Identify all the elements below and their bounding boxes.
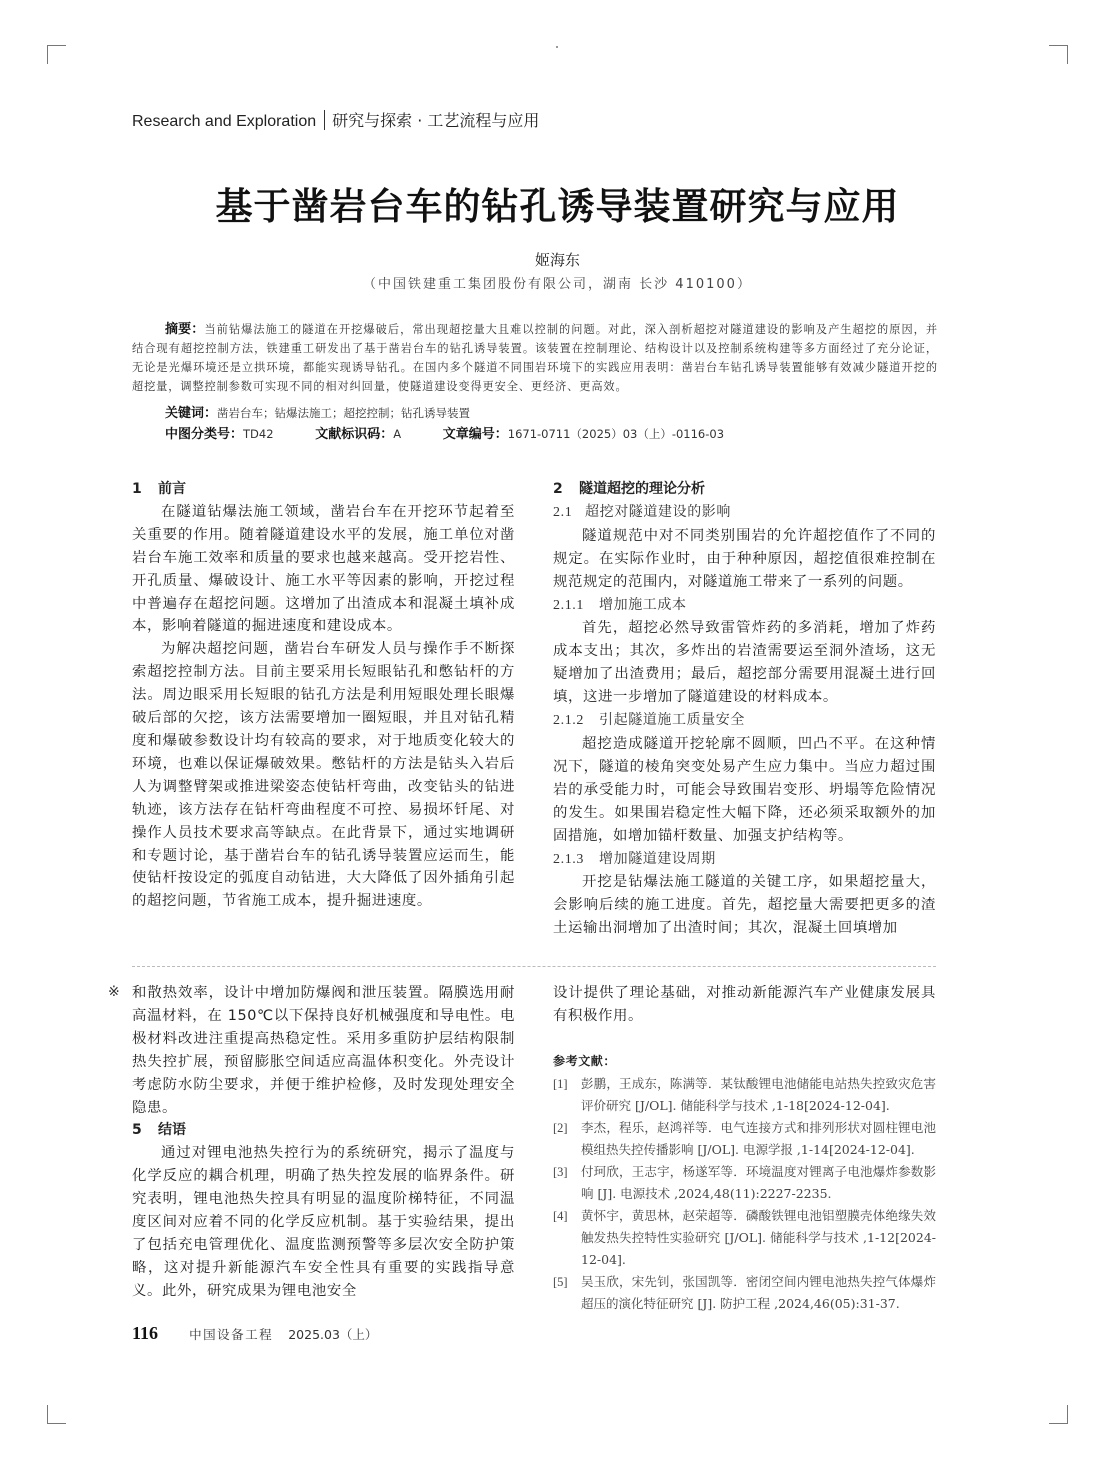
doc-code-label: 文献标识码： xyxy=(315,427,394,442)
section-title: 前言 xyxy=(158,481,186,497)
reference-text: 付珂欣，王志宇，杨遂军等．环境温度对锂离子电池爆炸参数影响 [J]. 电源技术 ,2024,48(11):2227-2235. xyxy=(581,1163,936,1201)
abstract-label: 摘要： xyxy=(165,322,205,337)
section-1-heading xyxy=(132,478,515,501)
paragraph: 在隧道钻爆法施工领域，凿岩台车在开挖环节起着至关重要的作用。随着隧道建设水平的发展，施工单位对凿岩台车施工效率和质量的要求也越来越高。受开挖岩性、开孔质量、爆破设计、施工水平等因素的影响，开挖过程中普遍存在超挖问题。这增加了出渣成本和混凝土填补成本，影响着隧道的掘进速度和建设成本。 xyxy=(132,503,515,635)
subsection-title: 增加施工成本 xyxy=(599,596,687,613)
keywords xyxy=(165,402,470,421)
crop-mark-bottom-left xyxy=(47,1405,66,1424)
paragraph: 开挖是钻爆法施工隧道的关键工序，如果超挖量大，会影响后续的施工进度。首先，超挖量大需要把更多的渣土运输出洞增加了出渣时间；其次，混凝土回填增加 xyxy=(553,874,936,937)
keywords-text: 凿岩台车；钻爆法施工；超挖控制；钻孔诱导装置 xyxy=(217,406,471,420)
crop-mark-top-left xyxy=(47,45,66,64)
running-head-english: Research and Exploration xyxy=(132,113,317,130)
right-column-bottom xyxy=(553,982,936,1315)
subsection-2-1-2-heading xyxy=(553,709,936,733)
clc-value: TD42 xyxy=(243,427,274,441)
subsection-number: 2.1.1 xyxy=(553,597,584,613)
reference-mark-icon: ※ xyxy=(108,984,120,1000)
reference-text: 吴玉欣，宋先钊，张国凯等．密闭空间内锂电池热失控气体爆炸超压的演化特征研究 [J]. 防护工程 ,2024,46(05):31-37. xyxy=(581,1273,936,1311)
running-head xyxy=(132,108,539,131)
section-title: 结语 xyxy=(158,1122,186,1139)
subsection-title: 超挖对隧道建设的影响 xyxy=(585,503,731,520)
clc-label: 中图分类号： xyxy=(165,427,244,442)
left-column-bottom xyxy=(132,982,515,1303)
section-title: 隧道超挖的理论分析 xyxy=(579,481,705,497)
reference-number: [2] xyxy=(553,1120,568,1135)
author: 姬海东 xyxy=(534,251,580,269)
doc-code-value: A xyxy=(393,427,402,441)
subsection-title: 引起隧道施工质量安全 xyxy=(599,712,745,729)
article-no-value: 1671-0711（2025）03（上）-0116-03 xyxy=(507,427,725,441)
reference-item xyxy=(553,1117,936,1161)
subsection-number: 2.1 xyxy=(553,504,573,520)
subsection-2-1-heading xyxy=(553,501,936,525)
section-number: 5 xyxy=(132,1122,142,1139)
reference-number: [1] xyxy=(553,1076,568,1091)
paragraph: 设计提供了理论基础，对推动新能源汽车产业健康发展具有积极作用。 xyxy=(553,985,936,1024)
paragraph: 和散热效率，设计中增加防爆阀和泄压装置。隔膜选用耐高温材料，在 150℃以下保持良好机械强度和导电性。电极材料改进注重提高热稳定性。采用多重防护层结构限制热失控扩展，预留膨胀空间适应高温体积变化。外壳设计考虑防水防尘要求，并便于维护检修，及时发现处理安全隐患。 xyxy=(132,985,515,1116)
clc-code xyxy=(165,423,274,442)
references-heading: 参考文献： xyxy=(553,1053,617,1068)
reference-text: 李杰，程乐，赵鸿祥等．电气连接方式和排列形状对圆柱锂电池模组热失控传播影响 [J/OL]. 电源学报 ,1-14[2024-12-04]. xyxy=(581,1119,936,1157)
abstract-text: 当前钻爆法施工的隧道在开挖爆破后，常出现超挖量大且难以控制的问题。对此，深入剖析超挖对隧道建设的影响及产生超挖的原因，并结合现有超挖控制方法，铁建重工研发出了基于凿岩台车的钻孔诱导装置。该装置在控制理论、结构设计以及控制系统构建等多方面经过了充分论证，无论是光爆环境还是立拱环境，都能实现诱导钻孔。在国内多个隧道不同围岩环境下的实践应用表明：凿岩台车钻孔诱导装置能够有效减少隧道开挖的超挖量，调整控制参数可实现不同的相对纠回量，使隧道建设变得更安全、更经济、更高效。 xyxy=(132,323,938,393)
page-footer xyxy=(132,1323,377,1344)
reference-item xyxy=(553,1271,936,1315)
reference-item xyxy=(553,1073,936,1117)
subsection-title: 增加隧道建设周期 xyxy=(599,850,716,867)
paragraph: 超挖造成隧道开挖轮廓不圆顺，凹凸不平。在这种情况下，隧道的棱角突变处易产生应力集中。当应力超过围岩的承受能力时，可能会导致围岩变形、坍塌等危险情况的发生。如果围岩稳定性大幅下降，还必须采取额外的加固措施，如增加锚杆数量、加强支护结构等。 xyxy=(553,735,936,844)
classification-line xyxy=(165,423,762,442)
reference-number: [4] xyxy=(553,1208,568,1223)
left-column-top xyxy=(132,478,515,913)
journal-name: 中国设备工程 xyxy=(189,1327,274,1342)
article-no-label: 文章编号： xyxy=(442,427,508,442)
keywords-label: 关键词： xyxy=(165,406,218,421)
reference-item xyxy=(553,1205,936,1271)
crop-mark-bottom-right xyxy=(1049,1405,1068,1424)
running-head-chinese: 研究与探索 · 工艺流程与应用 xyxy=(332,111,540,130)
reference-number: [3] xyxy=(553,1164,568,1179)
affiliation: （中国铁建重工集团股份有限公司，湖南 长沙 410100） xyxy=(363,277,752,292)
subsection-2-1-3-heading xyxy=(553,848,936,872)
crop-mark-top-right xyxy=(1049,45,1068,64)
section-2-heading xyxy=(553,478,936,501)
article-number xyxy=(443,423,724,442)
paragraph: 通过对锂电池热失控行为的系统研究，揭示了温度与化学反应的耦合机理，明确了热失控发展的临界条件。研究表明，锂电池热失控具有明显的温度阶梯特征，不同温度区间对应着不同的化学反应机制。基于实验结果，提出了包括充电管理优化、温度监测预警等多层次安全防护策略，这对提升新能源汽车安全性具有重要的实践指导意义。此外，研究成果为锂电池安全 xyxy=(132,1145,515,1299)
reference-number: [5] xyxy=(553,1274,568,1289)
section-number: 2 xyxy=(553,481,563,497)
subsection-2-1-1-heading xyxy=(553,594,936,618)
reference-item xyxy=(553,1161,936,1205)
dashed-divider xyxy=(132,966,936,967)
paragraph: 隧道规范中对不同类别围岩的允许超挖值作了不同的规定。在实际作业时，由于种种原因，超挖值很难控制在规范规定的范围内，对隧道施工带来了一系列的问题。 xyxy=(553,527,936,590)
document-code xyxy=(315,423,401,442)
paragraph: 首先，超挖必然导致雷管炸药的多消耗，增加了炸药成本支出；其次，多炸出的岩渣需要运至洞外渣场，这无疑增加了出渣费用；最后，超挖部分需要用混凝土进行回填，这进一步增加了隧道建设的材料成本。 xyxy=(553,620,936,706)
page-number: 116 xyxy=(132,1323,159,1343)
right-column-top xyxy=(553,478,936,940)
reference-text: 黄怀宇，黄思林，赵荣超等．磷酸铁锂电池铝塑膜壳体绝缘失效触发热失控特性实验研究 [J/OL]. 储能科学与技术 ,1-12[2024-12-04]. xyxy=(581,1207,936,1267)
article-title: 基于凿岩台车的钻孔诱导装置研究与应用 xyxy=(215,185,900,228)
paragraph: 为解决超挖问题，凿岩台车研发人员与操作手不断探索超挖控制方法。目前主要采用长短眼钻孔和憋钻杆的方法。周边眼采用长短眼的钻孔方法是利用短眼处理长眼爆破后部的欠挖，该方法需要增加一圈短眼，并且对钻孔精度和爆破参数设计均有较高的要求，对于地质变化较大的环境，也难以保证爆破效果。憋钻杆的方法是钻头入岩后人为调整臂架或推进梁姿态使钻杆弯曲，改变钻头的钻进轨迹，该方法存在钻杆弯曲程度不可控、易损坏钎尾、对操作人员技术要求高等缺点。在此背景下，通过实地调研和专题讨论，基于凿岩台车的钻孔诱导装置应运而生，能使钻杆按设定的弧度自动钻进，大大降低了因外插角引起的超挖问题，节省施工成本，提升掘进速度。 xyxy=(132,641,515,910)
running-head-separator xyxy=(324,110,325,130)
abstract xyxy=(132,320,938,396)
reference-text: 彭鹏，王成东，陈满等．某钛酸锂电池储能电站热失控致灾危害评价研究 [J/OL]. 储能科学与技术 ,1-18[2024-12-04]. xyxy=(581,1075,936,1113)
subsection-number: 2.1.3 xyxy=(553,851,584,867)
issue-info: 2025.03（上） xyxy=(288,1327,378,1342)
section-number: 1 xyxy=(132,481,142,497)
subsection-number: 2.1.2 xyxy=(553,713,584,729)
section-5-heading xyxy=(132,1119,515,1142)
registration-dot xyxy=(556,46,558,48)
